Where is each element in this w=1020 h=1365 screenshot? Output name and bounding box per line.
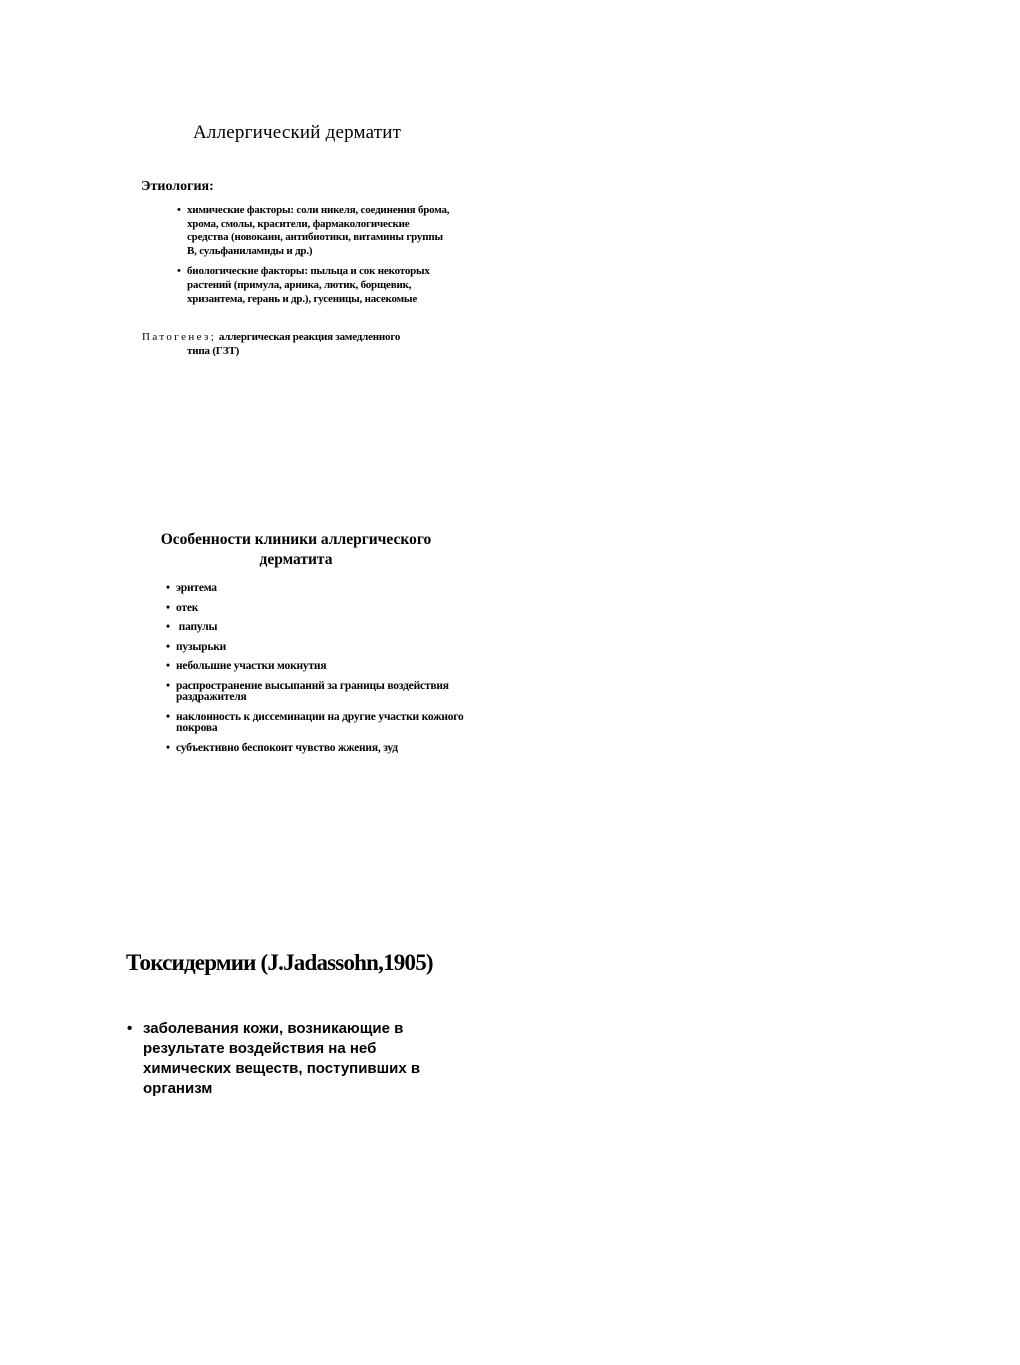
list-item [166,622,466,634]
slide-title: Токсидермии (J.Jadassohn,1905) [126,950,433,975]
etiology-heading: Этиология: [141,179,214,194]
etiology-list [177,204,452,306]
list-item-text: наклонность к диссеминации на другие участки кожного покрова [176,710,464,734]
bullet-icon: • [166,621,170,633]
list-item [166,603,466,615]
pathogenesis-label: Патогенез; [142,331,217,343]
bullet-icon: • [166,640,170,653]
list-item-text: субъективно беспокоит чувство жжения, зуд [176,741,398,754]
list-item-text: биологические факторы: пыльца и сок некоторых растений (примула, арника, лютик, борщевик, хризантема, герань и др.), гусеницы, насекомые [187,265,430,305]
features-list [166,583,466,762]
list-item-text: небольшие участки мокнутия [176,660,327,672]
list-item [166,681,466,704]
list-item [166,583,466,595]
pathogenesis-paragraph [142,331,442,358]
list-item [166,642,466,654]
bullet-icon: • [177,204,181,216]
pathogenesis-text: аллергическая реакция замедленного [218,331,401,343]
definition-list [127,1019,457,1099]
bullet-icon: • [166,582,170,594]
slide-allergic-dermatitis [0,0,1020,430]
bullet-icon: • [166,710,170,723]
list-item-text: заболевания кожи, возникающие в результате воздействия на неб химических веществ, поступивших в организм [143,1020,421,1097]
bullet-icon: • [166,679,170,692]
bullet-icon: • [177,265,181,278]
list-item [166,661,466,673]
slide-title: Аллергический дерматит [193,122,402,143]
list-item-text: химические факторы: соли никеля, соединения брома, хрома, смолы, красители, фармакологические средства (новокаин, антибиотики, витамины группы B, сульфаниламиды и др.) [187,204,450,257]
slide-title: Особенности клиники аллергического дерматита [160,531,432,568]
list-item-text: распространение высыпаний за границы воздействия раздражителя [176,679,449,703]
list-item [177,204,452,258]
list-item [166,743,466,755]
list-item-text: отек [176,601,199,614]
list-item-text: пузырьки [176,640,227,653]
bullet-icon: • [166,660,170,672]
slide-toxidermia [0,920,1020,1160]
list-item [166,712,466,735]
list-item-text: папулы [176,621,218,633]
pathogenesis-continuation: типа (ГЗТ) [187,344,240,357]
bullet-icon: • [166,601,170,614]
bullet-icon: • [127,1020,133,1037]
list-item [127,1019,457,1099]
list-item [177,265,452,306]
bullet-icon: • [166,741,170,754]
slide-clinical-features [0,500,1020,800]
list-item-text: эритема [176,582,217,594]
